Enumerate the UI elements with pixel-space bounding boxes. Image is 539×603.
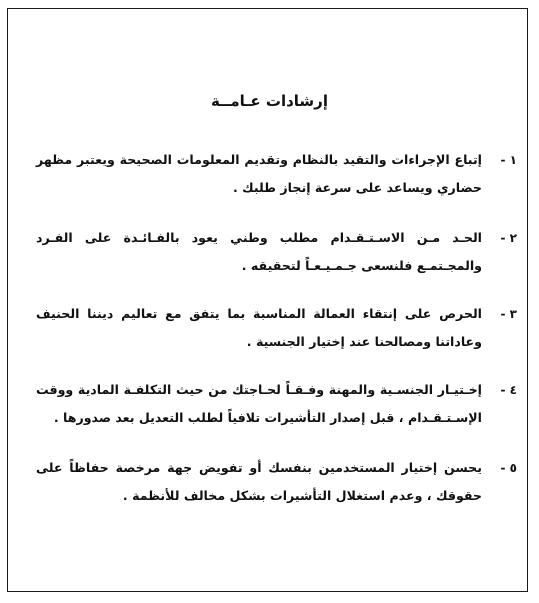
item-number-5: ٥ - bbox=[500, 461, 517, 475]
instruction-item-2: الحـد مـن الاسـتـقـدام مطلب وطني يعود بالفـائـدة على الفـرد والمجـتمـع فلنسعى جـمـيـعـاً لتحقيقه . bbox=[36, 230, 482, 273]
item-number-2: ٢ - bbox=[500, 231, 517, 245]
instruction-item-5: يحسن إختيار المستخدمين بنفسك أو تفويض جهة مرخصة حفاظاً على حقوقك ، وعدم استغلال التأشيرات بشكل مخالف للأنظمة . bbox=[36, 460, 482, 503]
instruction-item-4: إخـتيـار الجنسـية والمهنة وفـقـاً لحـاجتك من حيث التكلفـة المادية ووقت الإسـتـقـدام ، قبل إصدار التأشيرات تلافياً لطلب التعديل بعد صدورها . bbox=[36, 382, 482, 425]
item-number-4: ٤ - bbox=[500, 383, 517, 397]
instruction-item-3: الحرص على إنتقاء العمالة المناسبة بما يتفق مع تعاليم ديننا الحنيف وعاداتنا ومصالحنا عند إختيار الجنسية . bbox=[36, 306, 482, 349]
item-number-1: ١ - bbox=[500, 153, 517, 167]
item-number-3: ٣ - bbox=[500, 307, 517, 321]
page-title: إرشادات عـامــة bbox=[211, 92, 328, 110]
instruction-item-1: إتباع الإجراءات والتقيد بالنظام وتقديم المعلومات الصحيحة ويعتبر مظهر حضاري ويساعد على سرعة إنجاز طلبك . bbox=[36, 152, 482, 195]
